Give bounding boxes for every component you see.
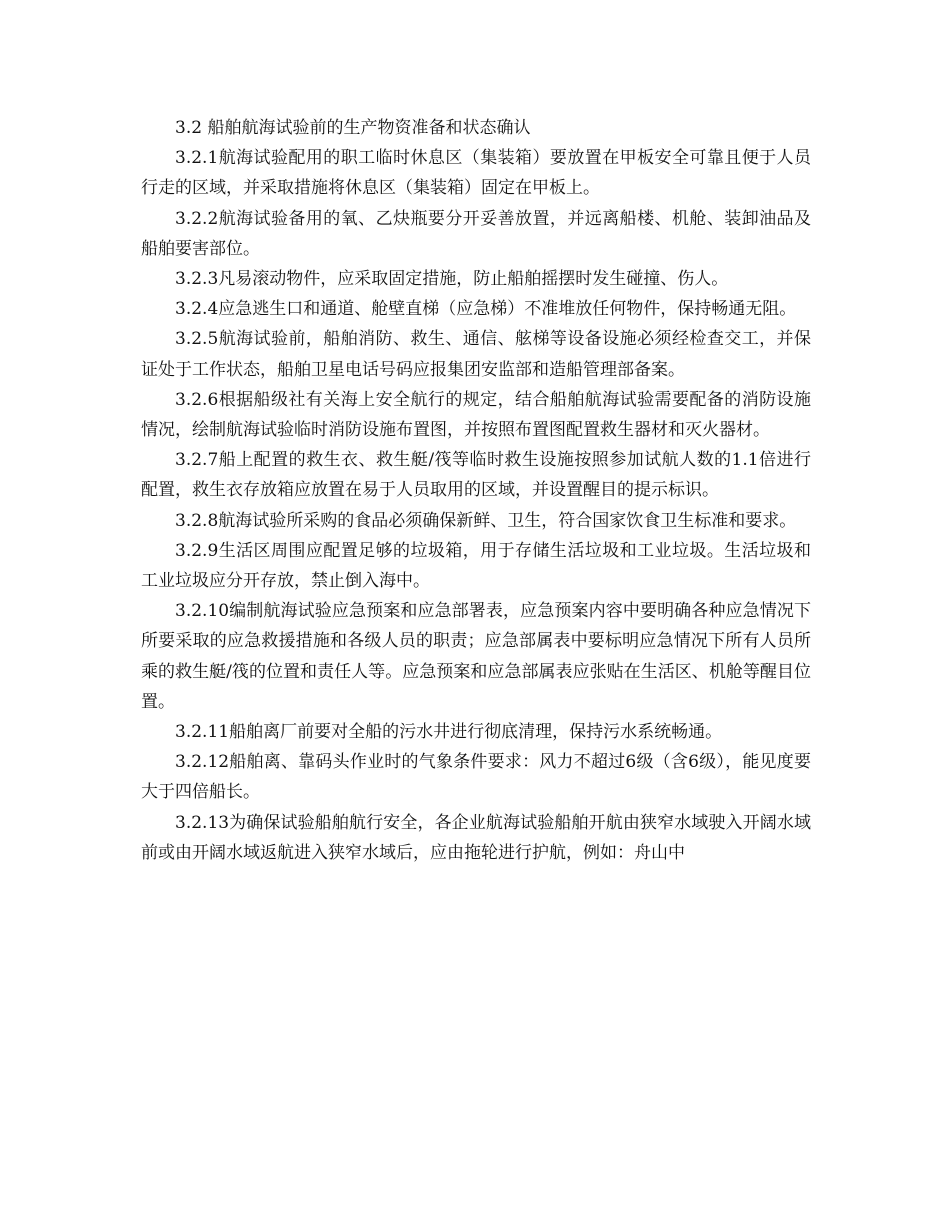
- paragraph-3-2-4: 3.2.4应急逃生口和通道、舱壁直梯（应急梯）不准堆放任何物件，保持畅通无阻。: [175, 299, 797, 320]
- paragraph-3-2-12: 3.2.12船舶离、靠码头作业时的气象条件要求：风力不超过6级（含6级），能见度要大于四倍船长。: [141, 752, 811, 803]
- paragraph-3-2-1: 3.2.1航海试验配用的职工临时休息区（集装箱）要放置在甲板安全可靠且便于人员行走的区域，并采取措施将休息区（集装箱）固定在甲板上。: [141, 148, 811, 199]
- paragraph-3-2-10: 3.2.10编制航海试验应急预案和应急部署表，应急预案内容中要明确各种应急情况下所要采取的应急救援措施和各级人员的职责；应急部属表中要标明应急情况下所有人员所乘的救生艇/筏的位置和责任人等。应急预案和应急部属表应张贴在生活区、机舱等醒目位置。: [141, 601, 811, 712]
- paragraph-3-2-7: 3.2.7船上配置的救生衣、救生艇/筏等临时救生设施按照参加试航人数的1.1倍进行配置，救生衣存放箱应放置在易于人员取用的区域，并设置醒目的提示标识。: [141, 450, 811, 501]
- paragraph-3-2-13: 3.2.13为确保试验船舶航行安全，各企业航海试验船舶开航由狭窄水域驶入开阔水域前或由开阔水域返航进入狭窄水域后，应由拖轮进行护航，例如：舟山中: [141, 812, 811, 863]
- paragraph-3-2-3: 3.2.3凡易滚动物件，应采取固定措施，防止船舶摇摆时发生碰撞、伤人。: [175, 269, 729, 290]
- paragraph-3-2-8: 3.2.8航海试验所采购的食品必须确保新鲜、卫生，符合国家饮食卫生标准和要求。: [175, 510, 797, 531]
- document-page: [141, 113, 811, 868]
- paragraph-3-2-6: 3.2.6根据船级社有关海上安全航行的规定，结合船舶航海试验需要配备的消防设施情况，绘制航海试验临时消防设施布置图，并按照布置图配置救生器材和灭火器材。: [141, 389, 811, 441]
- paragraph-3-2-11: 3.2.11船舶离厂前要对全船的污水井进行彻底清理，保持污水系统畅通。: [175, 722, 723, 743]
- paragraph-3-2-9: 3.2.9生活区周围应配置足够的垃圾箱，用于存储生活垃圾和工业垃圾。生活垃圾和工业垃圾应分开存放，禁止倒入海中。: [141, 540, 811, 592]
- paragraph-3-2-2: 3.2.2航海试验备用的氧、乙炔瓶要分开妥善放置，并远离船楼、机舱、装卸油品及船舶要害部位。: [141, 208, 811, 259]
- paragraph-3-2-5: 3.2.5航海试验前，船舶消防、救生、通信、舷梯等设备设施必须经检查交工，并保证处于工作状态，船舶卫星电话号码应报集团安监部和造船管理部备案。: [141, 329, 811, 380]
- section-heading: 3.2 船舶航海试验前的生产物资准备和状态确认: [175, 118, 531, 138]
